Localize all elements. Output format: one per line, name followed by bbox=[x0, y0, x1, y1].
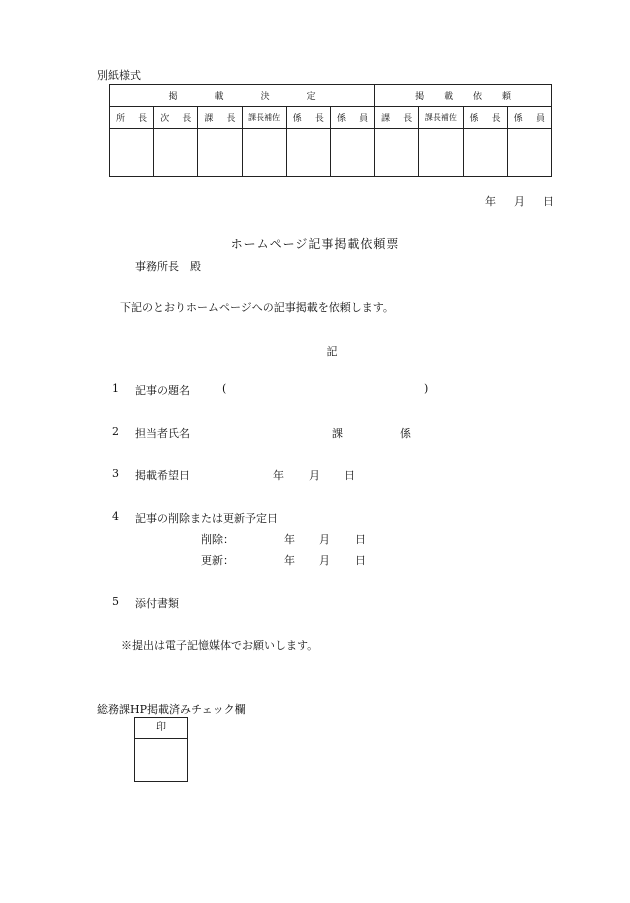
role-header: 課 長 bbox=[198, 107, 242, 129]
role-header: 係 長 bbox=[286, 107, 330, 129]
seal-cell[interactable] bbox=[154, 129, 198, 177]
role-header: 所 長 bbox=[110, 107, 154, 129]
approval-group-decision: 掲 載 決 定 bbox=[110, 85, 375, 107]
role-header: 課 長 bbox=[375, 107, 419, 129]
submission-note: ※提出は電子記憶媒体でお願いします。 bbox=[121, 639, 319, 652]
intro-text: 下記のとおりホームページへの記事掲載を依頼します。 bbox=[120, 301, 394, 314]
seal-cell[interactable] bbox=[463, 129, 507, 177]
seal-cell[interactable] bbox=[198, 129, 242, 177]
page-title: ホームページ記事掲載依頼票 bbox=[230, 237, 400, 251]
seal-cell[interactable] bbox=[419, 129, 463, 177]
role-header: 係 員 bbox=[330, 107, 374, 129]
approval-group-request: 掲 載 依 頼 bbox=[375, 85, 552, 107]
article-title-field[interactable] bbox=[234, 380, 422, 394]
role-header: 係 員 bbox=[507, 107, 551, 129]
subsection-label: 係 bbox=[400, 427, 411, 440]
seal-cell[interactable] bbox=[330, 129, 374, 177]
check-section-label: 総務課HP掲載済みチェック欄 bbox=[97, 703, 246, 716]
section-label: 課 bbox=[332, 427, 343, 440]
check-seal-box[interactable] bbox=[134, 717, 188, 782]
addressee: 事務所長 殿 bbox=[135, 260, 201, 273]
seal-cell[interactable] bbox=[110, 129, 154, 177]
close-paren: ) bbox=[424, 382, 429, 395]
role-header: 課長補佐 bbox=[242, 107, 286, 129]
role-header: 係 長 bbox=[463, 107, 507, 129]
role-header: 次 長 bbox=[154, 107, 198, 129]
form-label: 別紙様式 bbox=[97, 69, 141, 82]
request-date: 年 月 日 bbox=[485, 195, 554, 208]
seal-cell[interactable] bbox=[286, 129, 330, 177]
approval-table bbox=[109, 84, 552, 177]
seal-cell[interactable] bbox=[242, 129, 286, 177]
role-header: 課長補佐 bbox=[419, 107, 463, 129]
open-paren: ( bbox=[222, 382, 227, 395]
seal-cell[interactable] bbox=[507, 129, 551, 177]
seal-cell[interactable] bbox=[375, 129, 419, 177]
seal-label: 印 bbox=[135, 718, 187, 739]
ki-heading: 記 bbox=[326, 345, 338, 358]
